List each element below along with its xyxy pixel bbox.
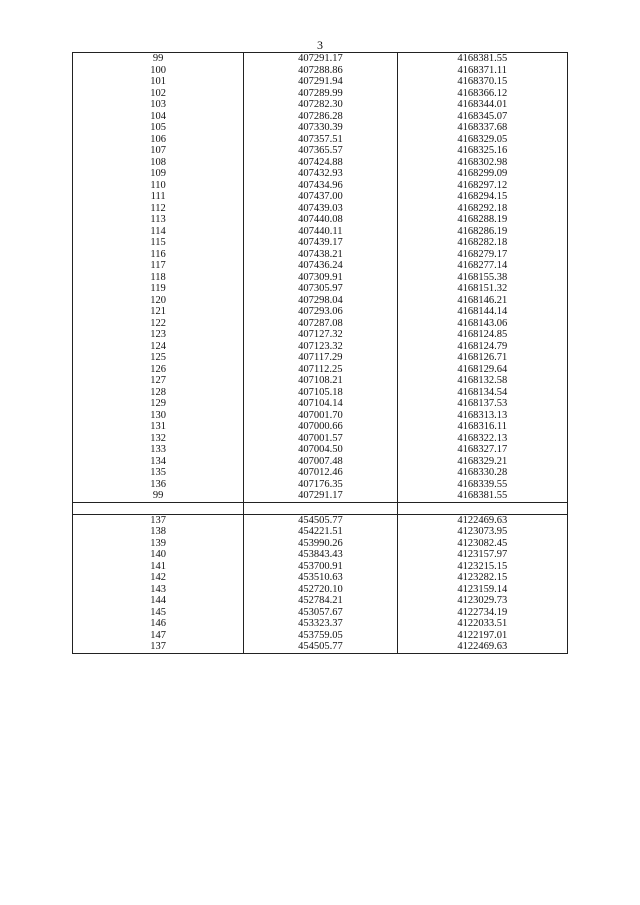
table-row [73, 76, 568, 88]
x-coordinate-cell: 407436.24 [244, 260, 397, 272]
x-coordinate-cell: 407000.66 [244, 421, 397, 433]
y-coordinate-cell: 4168297.12 [397, 180, 567, 192]
coordinates-table [72, 52, 568, 654]
point-number-cell: 100 [73, 65, 244, 77]
y-coordinate-cell: 4168345.07 [397, 111, 567, 123]
table-row [73, 122, 568, 134]
x-coordinate-cell: 407424.88 [244, 157, 397, 169]
y-coordinate-cell: 4123215.15 [397, 561, 567, 573]
x-coordinate-cell: 407286.28 [244, 111, 397, 123]
x-coordinate-cell: 407439.17 [244, 237, 397, 249]
point-number-cell: 105 [73, 122, 244, 134]
x-coordinate-cell: 407365.57 [244, 145, 397, 157]
x-coordinate-cell: 407123.32 [244, 341, 397, 353]
table-row [73, 65, 568, 77]
y-coordinate-cell: 4168155.38 [397, 272, 567, 284]
point-number-cell: 124 [73, 341, 244, 353]
table-row [73, 618, 568, 630]
x-coordinate-cell: 407357.51 [244, 134, 397, 146]
table-row [73, 88, 568, 100]
table-row [73, 306, 568, 318]
x-coordinate-cell: 407012.46 [244, 467, 397, 479]
x-coordinate-cell: 407288.86 [244, 65, 397, 77]
point-number-cell: 134 [73, 456, 244, 468]
point-number-cell: 140 [73, 549, 244, 561]
x-coordinate-cell: 407104.14 [244, 398, 397, 410]
table-row [73, 538, 568, 550]
y-coordinate-cell: 4168124.85 [397, 329, 567, 341]
table-row [73, 572, 568, 584]
y-coordinate-cell: 4168151.32 [397, 283, 567, 295]
table-row [73, 433, 568, 445]
table-row [73, 479, 568, 491]
y-coordinate-cell: 4168282.18 [397, 237, 567, 249]
x-coordinate-cell: 407291.17 [244, 490, 397, 502]
x-coordinate-cell: 453843.43 [244, 549, 397, 561]
point-number-cell: 106 [73, 134, 244, 146]
y-coordinate-cell: 4168286.19 [397, 226, 567, 238]
separator-cell [244, 502, 397, 514]
point-number-cell: 137 [73, 514, 244, 526]
y-coordinate-cell: 4168381.55 [397, 53, 567, 65]
table-row [73, 157, 568, 169]
y-coordinate-cell: 4122469.63 [397, 641, 567, 653]
y-coordinate-cell: 4123157.97 [397, 549, 567, 561]
table-row [73, 444, 568, 456]
table-row [73, 456, 568, 468]
y-coordinate-cell: 4168337.68 [397, 122, 567, 134]
y-coordinate-cell: 4168134.54 [397, 387, 567, 399]
point-number-cell: 143 [73, 584, 244, 596]
point-number-cell: 102 [73, 88, 244, 100]
y-coordinate-cell: 4122734.19 [397, 607, 567, 619]
y-coordinate-cell: 4123073.95 [397, 526, 567, 538]
x-coordinate-cell: 407289.99 [244, 88, 397, 100]
y-coordinate-cell: 4168329.05 [397, 134, 567, 146]
table-row [73, 549, 568, 561]
x-coordinate-cell: 407001.70 [244, 410, 397, 422]
table-row [73, 467, 568, 479]
table-row [73, 410, 568, 422]
table-row [73, 180, 568, 192]
point-number-cell: 107 [73, 145, 244, 157]
point-number-cell: 104 [73, 111, 244, 123]
table-row [73, 561, 568, 573]
table-row [73, 260, 568, 272]
table-row [73, 283, 568, 295]
page-number: 3 [317, 38, 323, 52]
point-number-cell: 137 [73, 641, 244, 653]
x-coordinate-cell: 407007.48 [244, 456, 397, 468]
table-row [73, 341, 568, 353]
table-row [73, 111, 568, 123]
y-coordinate-cell: 4168144.14 [397, 306, 567, 318]
y-coordinate-cell: 4168370.15 [397, 76, 567, 88]
point-number-cell: 147 [73, 630, 244, 642]
x-coordinate-cell: 407432.93 [244, 168, 397, 180]
table-row [73, 641, 568, 653]
point-number-cell: 117 [73, 260, 244, 272]
point-number-cell: 121 [73, 306, 244, 318]
x-coordinate-cell: 407117.29 [244, 352, 397, 364]
table-row [73, 168, 568, 180]
separator-cell [397, 502, 567, 514]
x-coordinate-cell: 407112.25 [244, 364, 397, 376]
point-number-cell: 120 [73, 295, 244, 307]
point-number-cell: 122 [73, 318, 244, 330]
table-row [73, 295, 568, 307]
table-row [73, 364, 568, 376]
x-coordinate-cell: 407108.21 [244, 375, 397, 387]
table-row [73, 134, 568, 146]
point-number-cell: 145 [73, 607, 244, 619]
y-coordinate-cell: 4168124.79 [397, 341, 567, 353]
table-row [73, 514, 568, 526]
y-coordinate-cell: 4168299.09 [397, 168, 567, 180]
table-row [73, 526, 568, 538]
point-number-cell: 141 [73, 561, 244, 573]
point-number-cell: 112 [73, 203, 244, 215]
x-coordinate-cell: 407309.91 [244, 272, 397, 284]
y-coordinate-cell: 4168344.01 [397, 99, 567, 111]
point-number-cell: 130 [73, 410, 244, 422]
y-coordinate-cell: 4168126.71 [397, 352, 567, 364]
x-coordinate-cell: 407438.21 [244, 249, 397, 261]
point-number-cell: 144 [73, 595, 244, 607]
y-coordinate-cell: 4168146.21 [397, 295, 567, 307]
x-coordinate-cell: 407127.32 [244, 329, 397, 341]
table-row [73, 191, 568, 203]
x-coordinate-cell: 407282.30 [244, 99, 397, 111]
table-row [73, 145, 568, 157]
table-row [73, 318, 568, 330]
y-coordinate-cell: 4168277.14 [397, 260, 567, 272]
x-coordinate-cell: 407176.35 [244, 479, 397, 491]
point-number-cell: 126 [73, 364, 244, 376]
x-coordinate-cell: 407434.96 [244, 180, 397, 192]
table-row [73, 352, 568, 364]
point-number-cell: 99 [73, 53, 244, 65]
x-coordinate-cell: 407440.08 [244, 214, 397, 226]
separator-cell [73, 502, 244, 514]
y-coordinate-cell: 4168279.17 [397, 249, 567, 261]
y-coordinate-cell: 4168143.06 [397, 318, 567, 330]
x-coordinate-cell: 453700.91 [244, 561, 397, 573]
point-number-cell: 127 [73, 375, 244, 387]
table-row [73, 272, 568, 284]
y-coordinate-cell: 4168288.19 [397, 214, 567, 226]
table-row [73, 398, 568, 410]
x-coordinate-cell: 407291.94 [244, 76, 397, 88]
y-coordinate-cell: 4168381.55 [397, 490, 567, 502]
y-coordinate-cell: 4123082.45 [397, 538, 567, 550]
table-row [73, 387, 568, 399]
point-number-cell: 116 [73, 249, 244, 261]
table-row [73, 53, 568, 65]
x-coordinate-cell: 452720.10 [244, 584, 397, 596]
point-number-cell: 123 [73, 329, 244, 341]
table-row [73, 630, 568, 642]
point-number-cell: 119 [73, 283, 244, 295]
x-coordinate-cell: 407440.11 [244, 226, 397, 238]
y-coordinate-cell: 4168330.28 [397, 467, 567, 479]
table-row [73, 607, 568, 619]
point-number-cell: 103 [73, 99, 244, 111]
x-coordinate-cell: 407105.18 [244, 387, 397, 399]
y-coordinate-cell: 4122197.01 [397, 630, 567, 642]
x-coordinate-cell: 407001.57 [244, 433, 397, 445]
point-number-cell: 131 [73, 421, 244, 433]
y-coordinate-cell: 4168132.58 [397, 375, 567, 387]
x-coordinate-cell: 407439.03 [244, 203, 397, 215]
x-coordinate-cell: 452784.21 [244, 595, 397, 607]
table-row [73, 214, 568, 226]
table-row [73, 490, 568, 502]
x-coordinate-cell: 407291.17 [244, 53, 397, 65]
point-number-cell: 111 [73, 191, 244, 203]
y-coordinate-cell: 4168339.55 [397, 479, 567, 491]
table-row [73, 595, 568, 607]
point-number-cell: 142 [73, 572, 244, 584]
table-row [73, 584, 568, 596]
table-row [73, 203, 568, 215]
y-coordinate-cell: 4122033.51 [397, 618, 567, 630]
point-number-cell: 133 [73, 444, 244, 456]
y-coordinate-cell: 4123159.14 [397, 584, 567, 596]
point-number-cell: 109 [73, 168, 244, 180]
x-coordinate-cell: 407287.08 [244, 318, 397, 330]
point-number-cell: 139 [73, 538, 244, 550]
point-number-cell: 138 [73, 526, 244, 538]
point-number-cell: 132 [73, 433, 244, 445]
y-coordinate-cell: 4168366.12 [397, 88, 567, 100]
y-coordinate-cell: 4122469.63 [397, 514, 567, 526]
y-coordinate-cell: 4168129.64 [397, 364, 567, 376]
x-coordinate-cell: 453759.05 [244, 630, 397, 642]
point-number-cell: 146 [73, 618, 244, 630]
x-coordinate-cell: 453510.63 [244, 572, 397, 584]
point-number-cell: 128 [73, 387, 244, 399]
point-number-cell: 108 [73, 157, 244, 169]
point-number-cell: 135 [73, 467, 244, 479]
table-row [73, 249, 568, 261]
x-coordinate-cell: 454505.77 [244, 641, 397, 653]
x-coordinate-cell: 407298.04 [244, 295, 397, 307]
y-coordinate-cell: 4168371.11 [397, 65, 567, 77]
y-coordinate-cell: 4123029.73 [397, 595, 567, 607]
coordinates-table-body [73, 53, 568, 654]
y-coordinate-cell: 4168325.16 [397, 145, 567, 157]
point-number-cell: 101 [73, 76, 244, 88]
y-coordinate-cell: 4123282.15 [397, 572, 567, 584]
x-coordinate-cell: 453057.67 [244, 607, 397, 619]
y-coordinate-cell: 4168294.15 [397, 191, 567, 203]
table-row [73, 421, 568, 433]
section-separator-row [73, 502, 568, 514]
table-row [73, 99, 568, 111]
table-row [73, 329, 568, 341]
point-number-cell: 110 [73, 180, 244, 192]
y-coordinate-cell: 4168292.18 [397, 203, 567, 215]
x-coordinate-cell: 407437.00 [244, 191, 397, 203]
x-coordinate-cell: 454221.51 [244, 526, 397, 538]
y-coordinate-cell: 4168313.13 [397, 410, 567, 422]
x-coordinate-cell: 454505.77 [244, 514, 397, 526]
y-coordinate-cell: 4168322.13 [397, 433, 567, 445]
x-coordinate-cell: 407293.06 [244, 306, 397, 318]
point-number-cell: 114 [73, 226, 244, 238]
point-number-cell: 113 [73, 214, 244, 226]
x-coordinate-cell: 407330.39 [244, 122, 397, 134]
x-coordinate-cell: 407004.50 [244, 444, 397, 456]
y-coordinate-cell: 4168137.53 [397, 398, 567, 410]
y-coordinate-cell: 4168302.98 [397, 157, 567, 169]
table-row [73, 375, 568, 387]
point-number-cell: 118 [73, 272, 244, 284]
point-number-cell: 115 [73, 237, 244, 249]
point-number-cell: 136 [73, 479, 244, 491]
point-number-cell: 125 [73, 352, 244, 364]
table-row [73, 237, 568, 249]
x-coordinate-cell: 453323.37 [244, 618, 397, 630]
x-coordinate-cell: 407305.97 [244, 283, 397, 295]
y-coordinate-cell: 4168327.17 [397, 444, 567, 456]
table-row [73, 226, 568, 238]
x-coordinate-cell: 453990.26 [244, 538, 397, 550]
y-coordinate-cell: 4168329.21 [397, 456, 567, 468]
point-number-cell: 129 [73, 398, 244, 410]
point-number-cell: 99 [73, 490, 244, 502]
y-coordinate-cell: 4168316.11 [397, 421, 567, 433]
